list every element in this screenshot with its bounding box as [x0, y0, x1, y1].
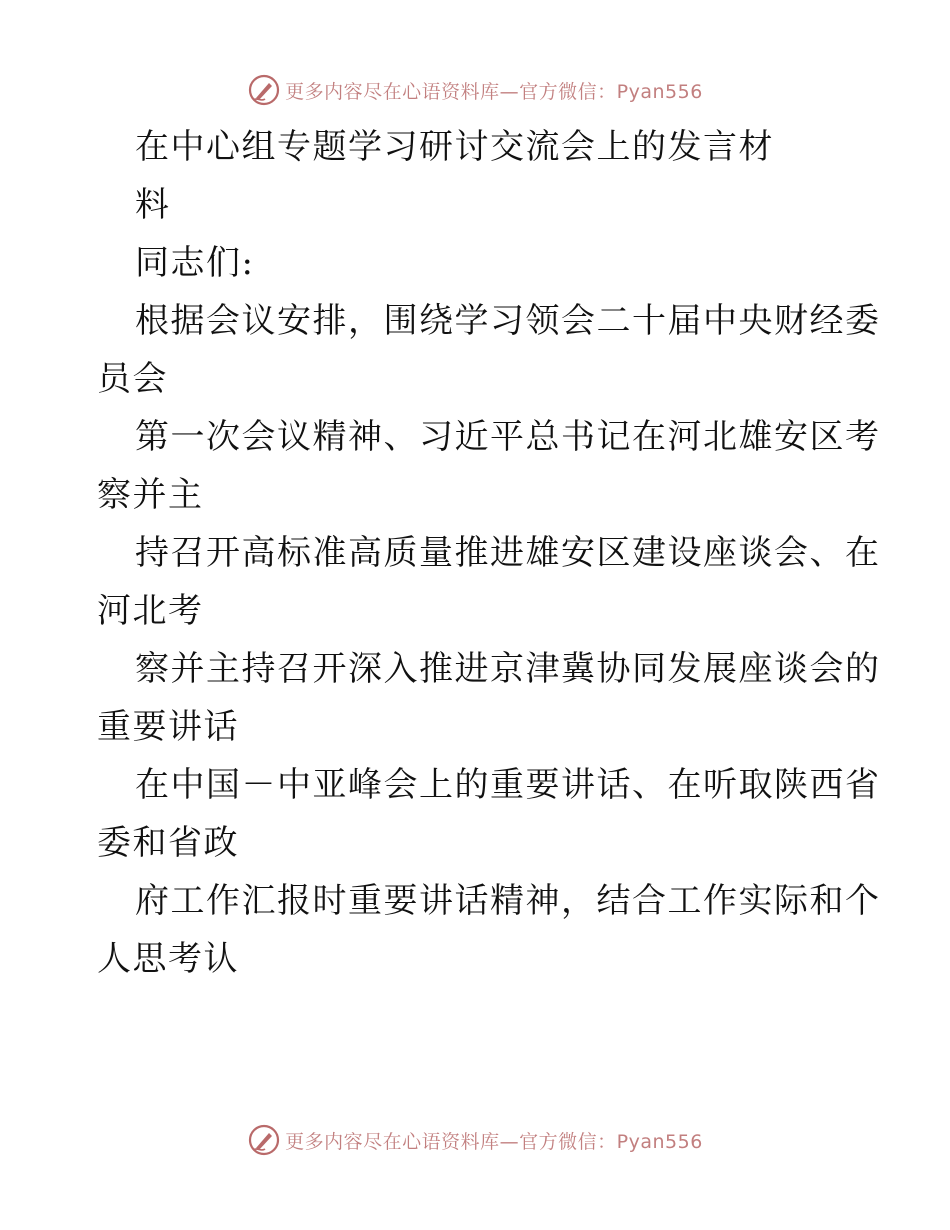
pen-circle-logo-icon — [247, 1123, 281, 1157]
document-body — [97, 118, 881, 988]
watermark-header — [0, 72, 950, 108]
document-line: 在中国－中亚峰会上的重要讲话、在听取陕西省 — [135, 765, 881, 805]
watermark-text: 更多内容尽在心语资料库—官方微信：Pyan556 — [285, 1130, 703, 1153]
watermark-footer — [0, 1122, 950, 1158]
document-line: 料 — [135, 185, 171, 225]
pen-circle-logo-icon — [247, 73, 281, 107]
document-line: 重要讲话 — [97, 707, 239, 747]
document-line: 府工作汇报时重要讲话精神，结合工作实际和个 — [135, 881, 881, 921]
document-line: 察并主 — [97, 475, 204, 515]
document-line: 同志们: — [135, 243, 255, 283]
document-line: 持召开高标准高质量推进雄安区建设座谈会、在 — [135, 533, 881, 573]
document-line: 员会 — [97, 359, 168, 399]
document-line: 在中心组专题学习研讨交流会上的发言材 — [135, 127, 774, 167]
document-line: 根据会议安排，围绕学习领会二十届中央财经委 — [135, 301, 881, 341]
document-line: 第一次会议精神、习近平总书记在河北雄安区考 — [135, 417, 881, 457]
document-line: 人思考认 — [97, 939, 239, 979]
watermark-text: 更多内容尽在心语资料库—官方微信：Pyan556 — [285, 80, 703, 103]
document-line: 委和省政 — [97, 823, 239, 863]
document-line: 河北考 — [97, 591, 204, 631]
document-line: 察并主持召开深入推进京津冀协同发展座谈会的 — [135, 649, 881, 689]
